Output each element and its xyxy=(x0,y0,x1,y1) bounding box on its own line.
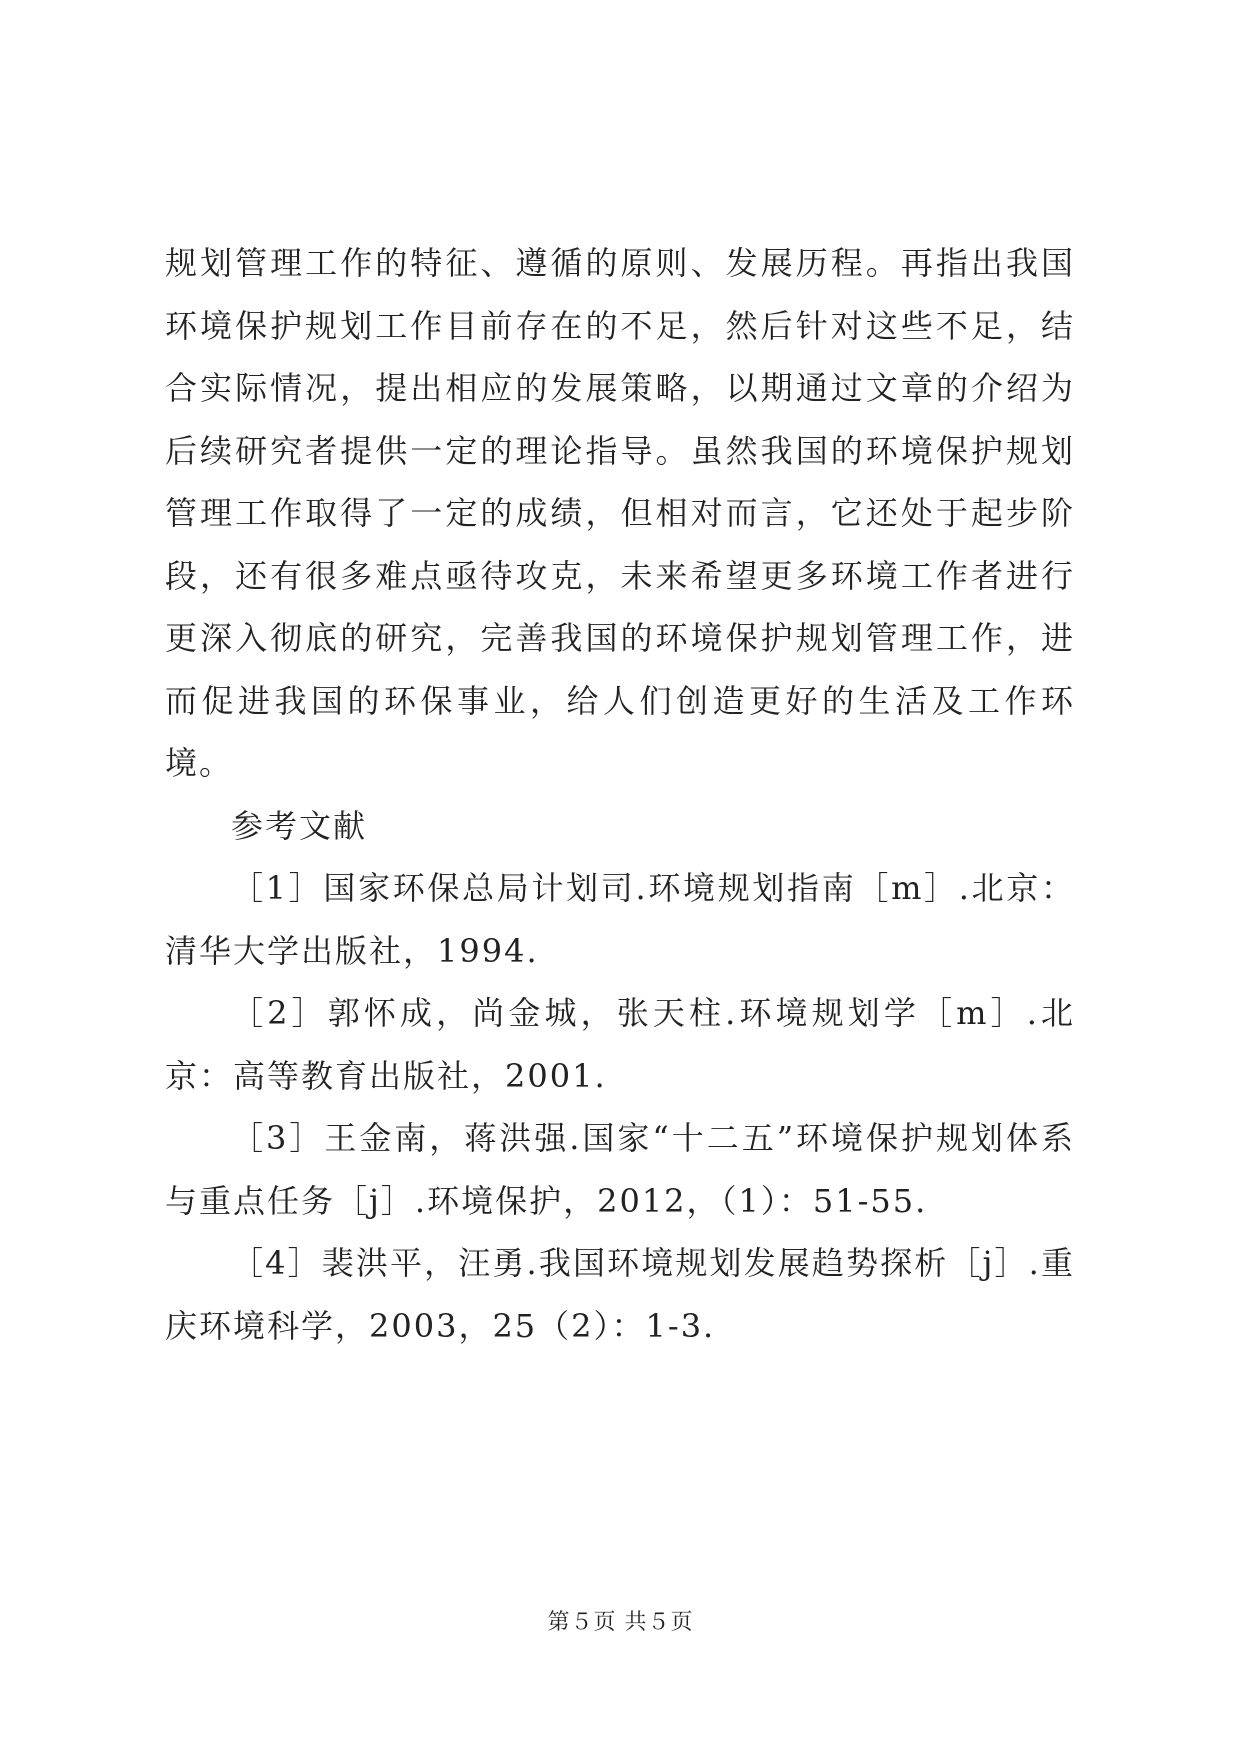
references-heading: 参考文献 xyxy=(231,806,368,845)
document-content xyxy=(165,232,1075,1357)
page-footer: 第５页 共５页 xyxy=(547,1610,694,1635)
reference-item-2: ［2］郭怀成，尚金城，张天柱.环境规划学［m］.北京：高等教育出版社，2001. xyxy=(165,994,1075,1095)
body-paragraph: 规划管理工作的特征、遵循的原则、发展历程。再指出我国环境保护规划工作目前存在的不足，然后针对这些不足，结合实际情况，提出相应的发展策略，以期通过文章的介绍为后续研究者提供一定的理论指导。虽然我国的环境保护规划管理工作取得了一定的成绩，但相对而言，它还处于起步阶段，还有很多难点亟待攻克，未来希望更多环境工作者进行更深入彻底的研究，完善我国的环境保护规划管理工作，进而促进我国的环保事业，给人们创造更好的生活及工作环境。 xyxy=(165,244,1075,782)
reference-item-4: ［4］裴洪平，汪勇.我国环境规划发展趋势探析［j］.重庆环境科学，2003，25（2）：1-3. xyxy=(165,1244,1075,1345)
reference-item-3: ［3］王金南，蒋洪强.国家“十二五”环境保护规划体系与重点任务［j］.环境保护，2012，（1）：51-55. xyxy=(165,1119,1075,1220)
reference-item-1: ［1］国家环保总局计划司.环境规划指南［m］.北京：清华大学出版社，1994. xyxy=(165,869,1075,970)
